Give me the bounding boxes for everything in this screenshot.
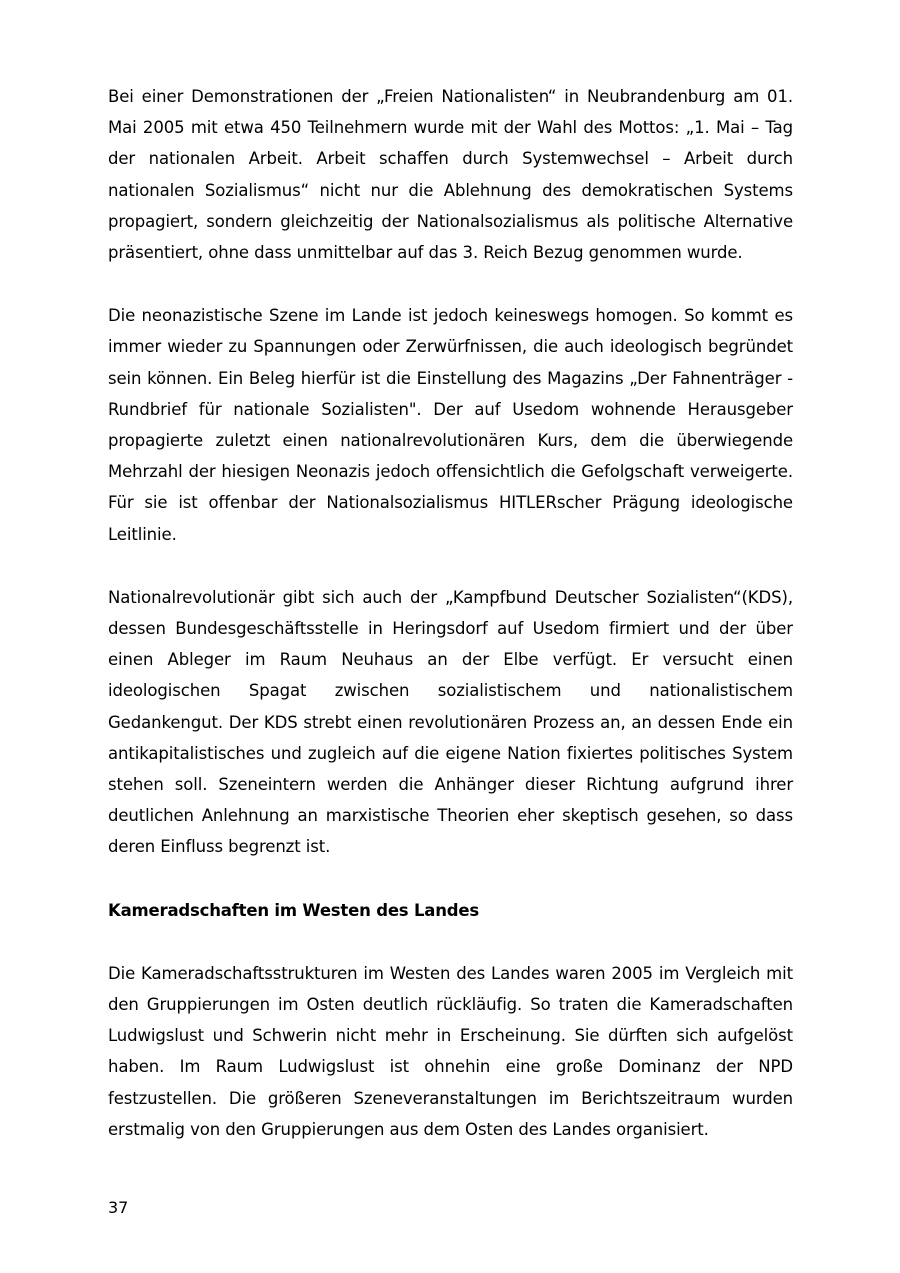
paragraph-kameradschaften-west: Die Kameradschaftsstrukturen im Westen des Landes waren 2005 im Vergleich mit den Gruppierungen im Osten deutlich rückläufig. So traten die Kameradschaften Ludwigslust und Schwerin nicht mehr in Erscheinung. Sie dürften sich aufgelöst haben. Im Raum Ludwigslust ist ohnehin eine große Dominanz der NPD festzustellen. Die größeren Szeneveranstaltungen im Berichtszeitraum wurden erstmalig von den Gruppierungen aus dem Osten des Landes organisiert.: [108, 963, 793, 1139]
page-number: 37: [108, 1198, 129, 1217]
document-page: [108, 81, 793, 1177]
paragraph-kds: Nationalrevolutionär gibt sich auch der „Kampfbund Deutscher Sozialisten“(KDS), dessen Bundesgeschäftsstelle in Heringsdorf auf Usedom firmiert und der über einen Ableger im Raum Neuhaus an der Elbe verfügt. Er versucht einen ideologischen Spagat zwischen sozialistischem und nationalistischem Gedankengut. Der KDS strebt einen revolutionären Prozess an, an dessen Ende ein antikapitalistisches und zugleich auf die eigene Nation fixiertes politisches System stehen soll. Szeneintern werden die Anhänger dieser Richtung aufgrund ihrer deutlichen Anlehnung an marxistische Theorien eher skeptisch gesehen, so dass deren Einfluss begrenzt ist.: [108, 587, 793, 857]
paragraph-demonstration: Bei einer Demonstrationen der „Freien Nationalisten“ in Neubrandenburg am 01. Mai 2005 mit etwa 450 Teilnehmern wurde mit der Wahl des Mottos: „1. Mai – Tag der nationalen Arbeit. Arbeit schaffen durch Systemwechsel – Arbeit durch nationalen Sozialismus“ nicht nur die Ablehnung des demokratischen Systems propagiert, sondern gleichzeitig der Nationalsozialismus als politische Alternative präsentiert, ohne dass unmittelbar auf das 3. Reich Bezug genommen wurde.: [108, 87, 793, 263]
paragraph-neonazi-scene: Die neonazistische Szene im Lande ist jedoch keineswegs homogen. So kommt es immer wieder zu Spannungen oder Zerwürfnissen, die auch ideologisch begründet sein können. Ein Beleg hierfür ist die Einstellung des Magazins „Der Fahnenträger - Rundbrief für nationale Sozialisten". Der auf Usedom wohnende Herausgeber propagierte zuletzt einen nationalrevolutionären Kurs, dem die überwiegende Mehrzahl der hiesigen Neonazis jedoch offensichtlich die Gefolgschaft verweigerte. Für sie ist offenbar der Nationalsozialismus HITLERscher Prägung ideologische Leitlinie.: [108, 306, 793, 544]
section-heading: Kameradschaften im Westen des Landes: [108, 900, 479, 920]
